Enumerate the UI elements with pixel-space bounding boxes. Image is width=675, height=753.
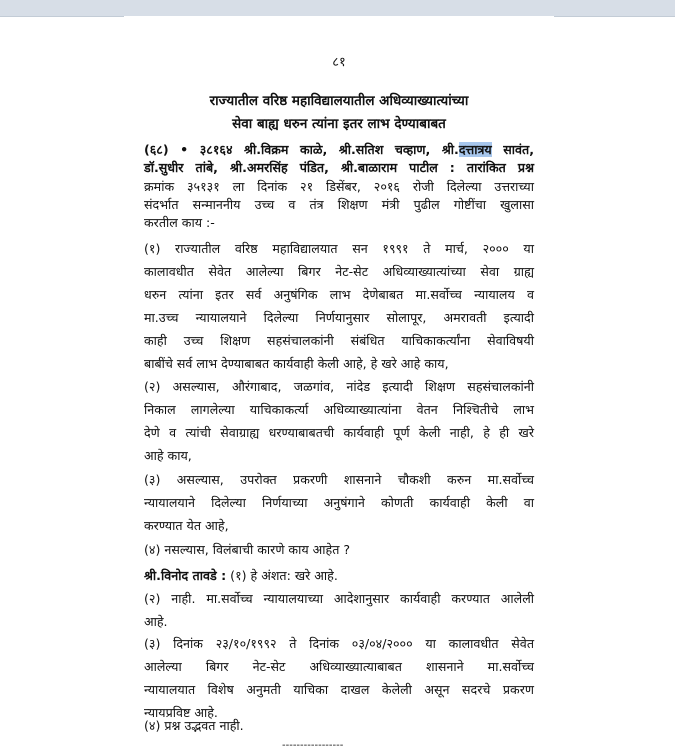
- question-line-3: क्रमांक ३५१३१ ला दिनांक २१ डिसेंबर, २०१६ रोजी दिलेल्या उत्तराच्या: [144, 178, 534, 194]
- question-line-1: [144, 141, 534, 159]
- page-number: ८१: [332, 55, 346, 70]
- viewer-toolbar-strip: [0, 0, 675, 17]
- para4-line: (४) नसल्यास, विलंबाची कारणे काय आहेत ?: [144, 541, 351, 557]
- para3-line: न्यायालयाने दिलेल्या निर्णयाच्या अनुषंगाने कोणती कार्यवाही केली वा: [144, 494, 534, 510]
- para1-line: (१) राज्यातील वरिष्ठ महाविद्यालयात सन १९९१ ते मार्च, २००० या: [144, 240, 534, 256]
- answer-3-line: आलेल्या बिगर नेट-सेट अधिव्याख्यात्याबाबत शासनाने मा.सर्वोच्च: [144, 658, 534, 674]
- question-line-4: संदर्भात सन्माननीय उच्च व तंत्र शिक्षण मंत्री पुढील गोष्टींचा खुलासा: [144, 196, 534, 212]
- answer-2-line: (२) नाही. मा.सर्वोच्च न्यायालयाच्या आदेशानुसार कार्यवाही करण्यात आलेली: [144, 590, 534, 606]
- para2-line: निकाल लागलेल्या याचिकाकर्त्या अधिव्याख्यात्यांना वेतन निश्चितीचे लाभ: [144, 402, 534, 418]
- document-page: [124, 16, 554, 753]
- answer-line-1: [144, 567, 534, 585]
- question-members-a: ३८१६४ श्री.विक्रम काळे, श्री.सतिश चव्हाण, श्री.: [188, 142, 459, 157]
- heading-line-2: सेवा बाह्य धरुन त्यांना इतर लाभ देण्याबाबत: [232, 116, 446, 132]
- para1-line: मा.उच्च न्यायालयाने दिलेल्या निर्णयानुसार सोलापूर, अमरावती इत्यादी: [144, 310, 534, 326]
- answer-3-line: (३) दिनांक २३/१०/१९९२ ते दिनांक ०३/०४/२००० या कालावधीत सेवेत: [144, 635, 534, 651]
- divider: -----------------: [282, 740, 344, 751]
- para2-line: देणे व त्यांची सेवाग्राह्य धरण्याबाबतची कार्यवाही पूर्ण केली नाही, हे ही खरे: [144, 425, 534, 441]
- para1-line: कालावधीत सेवेत आलेल्या बिगर नेट-सेट अधिव्याख्यात्यांच्या सेवा ग्राह्य: [144, 264, 534, 279]
- para2-line: आहे काय,: [144, 448, 192, 464]
- para2-line: (२) असल्यास, औरंगाबाद, जळगांव, नांदेड इत्यादी शिक्षण सहसंचालकांनी: [144, 379, 534, 395]
- question-line-2: डॉ.सुधीर तांबे, श्री.अमरसिंह पंडित, श्री.बाळाराम पाटील : तारांकित प्रश्न: [144, 160, 534, 176]
- answer-1: (१) हे अंशत: खरे आहे.: [226, 567, 338, 583]
- para3-line: (३) असल्यास, उपरोक्त प्रकरणी शासनाने चौकशी करुन मा.सर्वोच्च: [144, 471, 534, 487]
- answer-speaker: श्री.विनोद तावडे :: [144, 567, 227, 583]
- question-members-b: सावंत,: [491, 142, 535, 157]
- heading-line-1: राज्यातील वरिष्ठ महाविद्यालयातील अधिव्याख्यात्यांच्या: [209, 93, 469, 109]
- question-line-5: करतील काय :-: [144, 215, 215, 231]
- para1-line: धरुन त्यांना इतर सर्व अनुषंगिक लाभ देणेबाबत मा.सर्वोच्च न्यायालय व: [144, 287, 534, 303]
- answer-3-line: न्यायालयात विशेष अनुमती याचिका दाखल केलेली असून सदरचे प्रकरण: [144, 681, 534, 697]
- answer-2-line: आहे.: [144, 613, 168, 629]
- highlighted-name[interactable]: दत्तात्रय: [458, 142, 492, 157]
- bullet-marker: •: [180, 142, 189, 157]
- para3-line: करण्यात येत आहे,: [144, 517, 229, 533]
- para1-line: बाबींचे सर्व लाभ देण्याबाबत कार्यवाही केली आहे, हे खरे आहे काय,: [144, 356, 449, 372]
- question-number: (६८): [144, 142, 181, 157]
- answer-4-line: (४) प्रश्न उद्भवत नाही.: [144, 718, 244, 733]
- para1-line: काही उच्च शिक्षण सहसंचालकांनी संबंधित याचिकाकर्त्यांना सेवाविषयी: [144, 333, 534, 349]
- answer-3-line: न्यायप्रविष्ट आहे.: [144, 705, 218, 720]
